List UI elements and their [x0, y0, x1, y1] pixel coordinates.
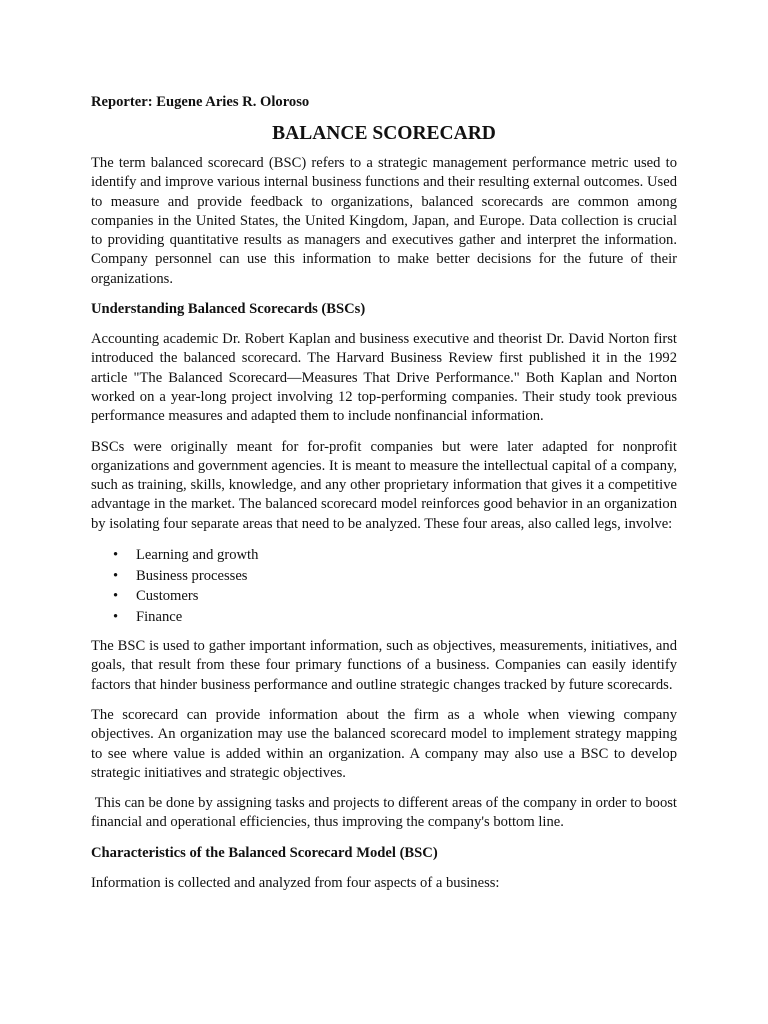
bullet-icon: •	[113, 567, 119, 584]
paragraph-objectives: The scorecard can provide information about the firm as a whole when viewing company objectives. An organization may use the balanced scorecard model to implement strategy mapping to see where value is added within an organization. A company may also use a BSC to develop strategic initiatives and strategic objectives.	[91, 706, 677, 781]
list-item-label: Finance	[136, 608, 183, 625]
list-item	[91, 545, 677, 566]
reporter-line: Reporter: Eugene Aries R. Oloroso	[91, 94, 310, 110]
list-item	[91, 586, 677, 607]
paragraph-usage: The BSC is used to gather important information, such as objectives, measurements, initiatives, and goals, that result from these four primary functions of a business. Companies can easily identify factors that hinder business performance and outline strategic changes tracked by future scorecards.	[91, 638, 677, 693]
document-title: BALANCE SCORECARD	[272, 123, 496, 144]
section-heading-understanding: Understanding Balanced Scorecards (BSCs)	[91, 301, 366, 318]
list-item-label: Customers	[136, 588, 199, 605]
bullet-icon: •	[113, 547, 119, 564]
list-item-label: Learning and growth	[136, 547, 259, 564]
bullet-icon: •	[113, 608, 119, 625]
list-item	[91, 566, 677, 587]
paragraph-purpose: BSCs were originally meant for for-profit companies but were later adapted for nonprofit organizations and government agencies. It is meant to measure the intellectual capital of a company, such as training, skills, knowledge, and any other proprietary information that gives it a competitive advantage in the market. The balanced scorecard model reinforces good behavior in an organization by isolating four separate areas that need to be analyzed. These four areas, also called legs, involve:	[91, 438, 677, 532]
bullet-icon: •	[113, 588, 119, 605]
paragraph-efficiency: This can be done by assigning tasks and projects to different areas of the company in order to boost financial and operational efficiencies, thus improving the company's bottom line.	[91, 795, 677, 831]
list-item	[91, 607, 677, 628]
section-heading-characteristics: Characteristics of the Balanced Scorecard Model (BSC)	[91, 844, 438, 861]
intro-paragraph: The term balanced scorecard (BSC) refers to a strategic management performance metric used to identify and improve various internal business functions and their resulting external outcomes. Used to measure and provide feedback to organizations, balanced scorecards are common among companies in the United States, the United Kingdom, Japan, and Europe. Data collection is crucial to providing quantitative results as managers and executives gather and interpret the information. Company personnel can use this information to make better decisions for the future of their organizations.	[91, 155, 677, 287]
paragraph-history: Accounting academic Dr. Robert Kaplan and business executive and theorist Dr. David Norton first introduced the balanced scorecard. The Harvard Business Review first published it in the 1992 article "The Balanced Scorecard—Measures That Drive Performance." Both Kaplan and Norton worked on a year-long project involving 12 top-performing companies. Their study took previous performance measures and adapted them to include nonfinancial information.	[91, 331, 677, 425]
list-item-label: Business processes	[136, 567, 248, 584]
paragraph-aspects: Information is collected and analyzed from four aspects of a business:	[91, 874, 500, 891]
legs-list	[91, 545, 677, 627]
